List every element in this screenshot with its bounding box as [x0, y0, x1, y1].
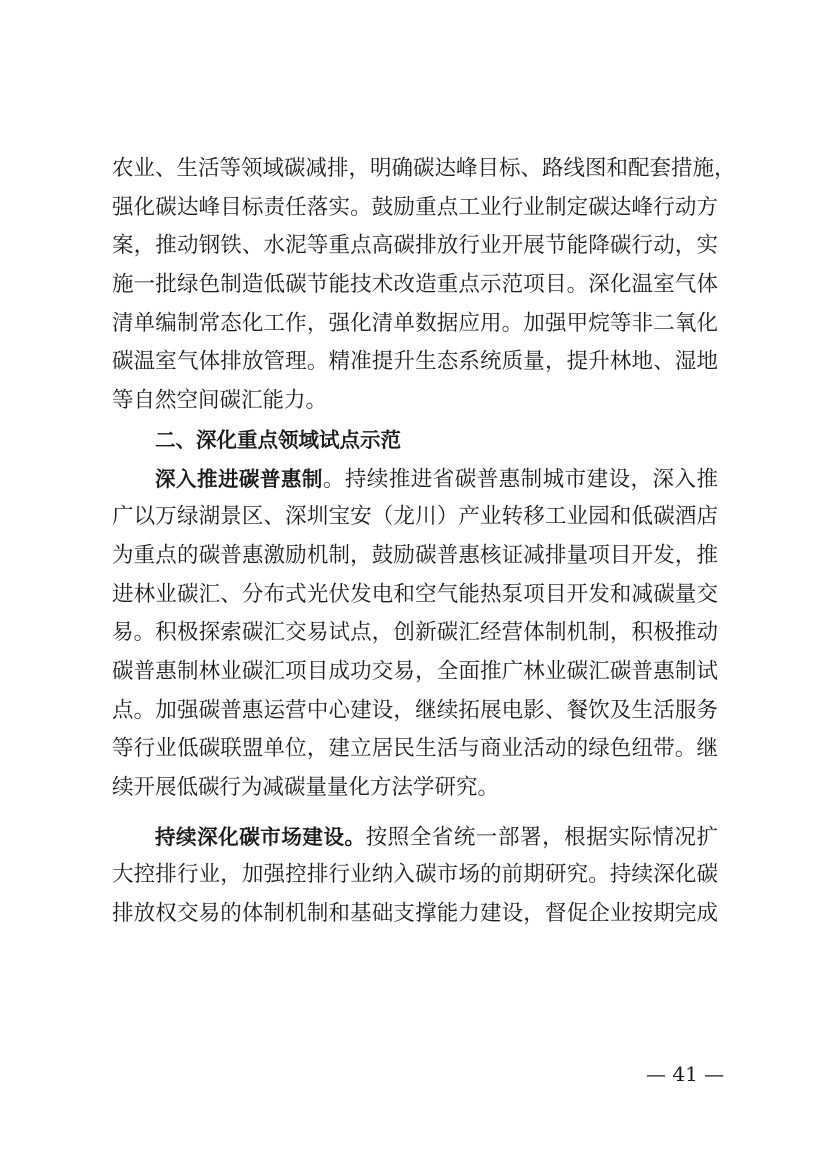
section-heading: 二、深化重点领域试点示范 [155, 427, 401, 452]
paragraph-first-rest: 按照全省统一部署，根据实际情况扩 [365, 824, 718, 850]
paragraph-first-line [112, 460, 718, 499]
text-line: 等行业低碳联盟单位，建立居民生活与商业活动的绿色纽带。继 [112, 736, 718, 762]
text-line: 等自然空间碳汇能力。 [112, 388, 328, 414]
text-line: 大控排行业，加强控排行业纳入碳市场的前期研究。持续深化碳 [112, 862, 718, 888]
text-line: 碳温室气体排放管理。精准提升生态系统质量，提升林地、湿地 [112, 349, 718, 375]
page-number: — 41 — [646, 1062, 725, 1086]
text-line: 施一批绿色制造低碳节能技术改造重点示范项目。深化温室气体 [112, 272, 718, 298]
text-line: 广以万绿湖景区、深圳宝安（龙川）产业转移工业园和低碳酒店 [112, 504, 718, 530]
text-line: 为重点的碳普惠激励机制，鼓励碳普惠核证减排量项目开发，推 [112, 542, 718, 568]
paragraph-carbon-inclusion [112, 460, 718, 808]
paragraph-lead: 深入推进碳普惠制 [155, 466, 323, 491]
text-line: 案，推动钢铁、水泥等重点高碳排放行业开展节能降碳行动，实 [112, 233, 718, 259]
text-line: 续开展低碳行为减碳量量化方法学研究。 [112, 775, 500, 800]
text-line: 易。积极探索碳汇交易试点，创新碳汇经营体制机制，积极推动 [112, 620, 718, 646]
paragraph-first-line [112, 818, 718, 857]
text-line: 强化碳达峰目标责任落实。鼓励重点工业行业制定碳达峰行动方 [112, 194, 718, 220]
paragraph-spacer [112, 808, 718, 818]
text-line: 排放权交易的体制机制和基础支撑能力建设，督促企业按期完成 [112, 901, 718, 927]
paragraph-carbon-market [112, 818, 718, 934]
text-line: 进林业碳汇、分布式光伏发电和空气能热泵项目开发和减碳量交 [112, 581, 718, 607]
paragraph-lead: 持续深化碳市场建设。 [155, 824, 366, 849]
paragraph-first-rest: 。持续推进省碳普惠制城市建设，深入推 [322, 466, 718, 492]
text-line: 农业、生活等领域碳减排，明确碳达峰目标、路线图和配套措施， [112, 156, 736, 181]
text-line: 碳普惠制林业碳汇项目成功交易，全面推广林业碳汇碳普惠制试 [112, 658, 718, 684]
text-line: 清单编制常态化工作，强化清单数据应用。加强甲烷等非二氧化 [112, 310, 718, 336]
text-line: 点。加强碳普惠运营中心建设，继续拓展电影、餐饮及生活服务 [112, 697, 718, 723]
paragraph-carbon-peak [112, 150, 736, 421]
body-text [112, 150, 736, 934]
